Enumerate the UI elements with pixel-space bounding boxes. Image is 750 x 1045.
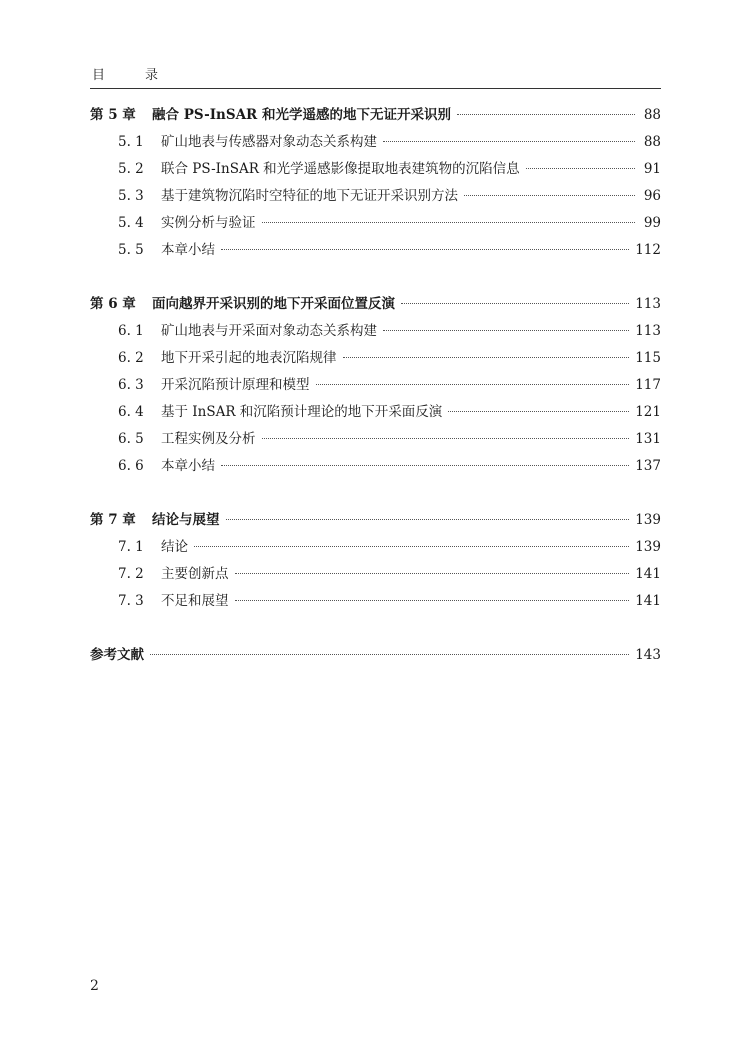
- page-number: 143: [635, 647, 661, 663]
- chapter-title: 融合 PS-InSAR 和光学遥感的地下无证开采识别: [152, 107, 451, 123]
- page-number: 121: [635, 404, 661, 420]
- toc-section-6-3[interactable]: [90, 372, 661, 399]
- page-number: 141: [635, 566, 661, 582]
- section-title: 主要创新点: [161, 566, 229, 582]
- dot-leader: [262, 222, 636, 223]
- dot-leader: [226, 519, 630, 520]
- page-number: 117: [635, 377, 661, 393]
- page-number: 91: [643, 161, 661, 177]
- page-number: 139: [635, 539, 661, 555]
- toc-section-6-2[interactable]: [90, 345, 661, 372]
- dot-leader: [343, 357, 630, 358]
- section-number: 5. 4: [118, 215, 144, 231]
- toc-chapter-5[interactable]: [90, 102, 661, 129]
- section-number: 6. 4: [118, 404, 144, 420]
- section-number: 6. 1: [118, 323, 144, 339]
- section-title: 矿山地表与传感器对象动态关系构建: [161, 134, 377, 150]
- toc-section-7-3[interactable]: [90, 588, 661, 615]
- dot-leader: [316, 384, 630, 385]
- section-number: 7. 1: [118, 539, 144, 555]
- section-title: 矿山地表与开采面对象动态关系构建: [161, 323, 377, 339]
- dot-leader: [464, 195, 635, 196]
- page-number: 112: [635, 242, 661, 258]
- chapter-number: 第 6 章: [90, 296, 136, 312]
- section-title: 结论: [161, 539, 188, 555]
- toc-section-6-5[interactable]: [90, 426, 661, 453]
- section-title: 实例分析与验证: [161, 215, 256, 231]
- section-number: 5. 3: [118, 188, 144, 204]
- section-number: 6. 6: [118, 458, 144, 474]
- dot-leader: [383, 330, 629, 331]
- dot-leader: [526, 168, 635, 169]
- page-number: 131: [635, 431, 661, 447]
- section-title: 基于建筑物沉陷时空特征的地下无证开采识别方法: [161, 188, 458, 204]
- section-title: 不足和展望: [161, 593, 229, 609]
- toc-section-6-1[interactable]: [90, 318, 661, 345]
- references-title: 参考文献: [90, 647, 144, 663]
- chapter-number: 第 5 章: [90, 107, 136, 123]
- chapter-title: 结论与展望: [152, 512, 220, 528]
- page-number: 139: [635, 512, 661, 528]
- section-number: 7. 2: [118, 566, 144, 582]
- running-head-left: 目: [92, 68, 106, 83]
- toc-section-6-6[interactable]: [90, 453, 661, 480]
- running-head-right: 录: [145, 68, 159, 83]
- dot-leader: [235, 573, 630, 574]
- toc-references[interactable]: [90, 642, 661, 669]
- page-number: 115: [635, 350, 661, 366]
- page-number: 88: [643, 134, 661, 150]
- toc-section-5-5[interactable]: [90, 237, 661, 264]
- section-title: 本章小结: [161, 458, 215, 474]
- page-number: 137: [635, 458, 661, 474]
- section-title: 联合 PS-InSAR 和光学遥感影像提取地表建筑物的沉陷信息: [161, 161, 520, 177]
- section-title: 基于 InSAR 和沉陷预计理论的地下开采面反演: [161, 404, 443, 420]
- toc-section-7-1[interactable]: [90, 534, 661, 561]
- page-number: 113: [635, 296, 661, 312]
- dot-leader: [221, 249, 629, 250]
- toc-section-6-4[interactable]: [90, 399, 661, 426]
- dot-leader: [401, 303, 629, 304]
- dot-leader: [457, 114, 635, 115]
- section-number: 5. 2: [118, 161, 144, 177]
- chapter-title: 面向越界开采识别的地下开采面位置反演: [152, 296, 395, 312]
- section-number: 6. 2: [118, 350, 144, 366]
- toc-section-5-3[interactable]: [90, 183, 661, 210]
- header-rule: [90, 88, 661, 89]
- chapter-number: 第 7 章: [90, 512, 136, 528]
- toc-section-5-1[interactable]: [90, 129, 661, 156]
- section-number: 5. 1: [118, 134, 144, 150]
- section-title: 工程实例及分析: [161, 431, 256, 447]
- section-number: 6. 5: [118, 431, 144, 447]
- section-title: 开采沉陷预计原理和模型: [161, 377, 310, 393]
- dot-leader: [150, 654, 629, 655]
- running-head: [92, 64, 158, 83]
- section-number: 6. 3: [118, 377, 144, 393]
- toc-section-7-2[interactable]: [90, 561, 661, 588]
- section-title: 本章小结: [161, 242, 215, 258]
- section-title: 地下开采引起的地表沉陷规律: [161, 350, 337, 366]
- toc-chapter-6[interactable]: [90, 291, 661, 318]
- dot-leader: [235, 600, 630, 601]
- dot-leader: [448, 411, 629, 412]
- page-number: 99: [643, 215, 661, 231]
- dot-leader: [221, 465, 629, 466]
- section-number: 7. 3: [118, 593, 144, 609]
- toc-section-5-2[interactable]: [90, 156, 661, 183]
- toc-chapter-7[interactable]: [90, 507, 661, 534]
- table-of-contents: [90, 102, 661, 669]
- page-number: 96: [643, 188, 661, 204]
- page-number: 113: [635, 323, 661, 339]
- page-number: 88: [643, 107, 661, 123]
- toc-section-5-4[interactable]: [90, 210, 661, 237]
- dot-leader: [383, 141, 635, 142]
- dot-leader: [194, 546, 629, 547]
- page-folio: 2: [90, 978, 99, 994]
- page-number: 141: [635, 593, 661, 609]
- dot-leader: [262, 438, 630, 439]
- section-number: 5. 5: [118, 242, 144, 258]
